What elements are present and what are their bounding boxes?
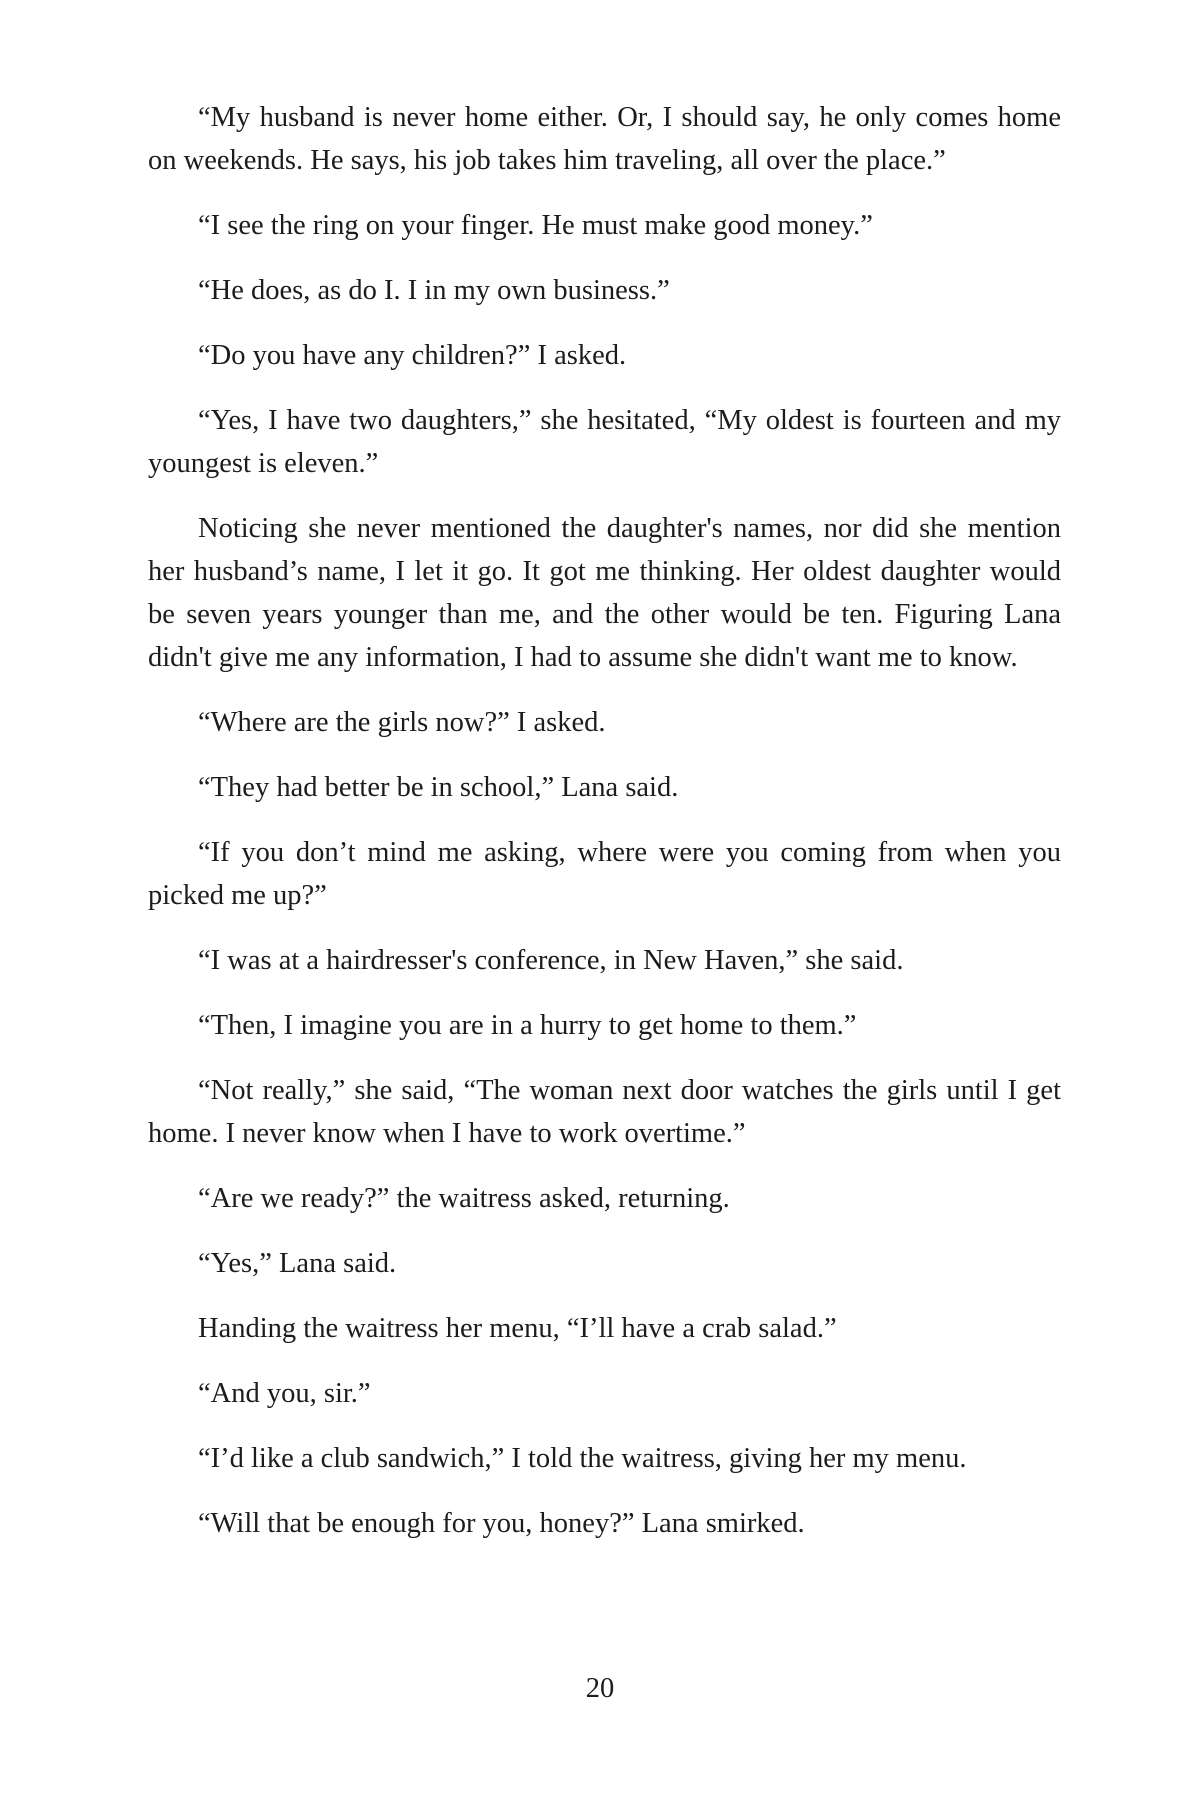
paragraph: “He does, as do I. I in my own business.”	[198, 275, 670, 306]
paragraph: “I see the ring on your finger. He must make good money.”	[198, 210, 873, 241]
paragraph: “My husband is never home either. Or, I should say, he only comes home on weekends. He says, his job takes him traveling, all over the place.”	[148, 102, 1061, 176]
paragraph: “I’d like a club sandwich,” I told the waitress, giving her my menu.	[198, 1443, 967, 1474]
paragraph: Noticing she never mentioned the daughter's names, nor did she mention her husband’s name, I let it go. It got me thinking. Her oldest daughter would be seven years younger than me, and the other would be ten. Figuring Lana didn't give me any information, I had to assume she didn't want me to know.	[148, 513, 1061, 673]
paragraph: “And you, sir.”	[198, 1378, 371, 1409]
paragraph: “Yes, I have two daughters,” she hesitated, “My oldest is fourteen and my youngest is eleven.”	[148, 405, 1061, 479]
paragraph: “If you don’t mind me asking, where were you coming from when you picked me up?”	[148, 837, 1061, 911]
paragraph: “Yes,” Lana said.	[198, 1248, 397, 1279]
body-text	[148, 96, 1061, 1545]
paragraph: “Where are the girls now?” I asked.	[198, 707, 606, 738]
paragraph: “Then, I imagine you are in a hurry to get home to them.”	[198, 1010, 857, 1041]
paragraph: “I was at a hairdresser's conference, in New Haven,” she said.	[198, 945, 904, 976]
paragraph: “Do you have any children?” I asked.	[198, 340, 627, 371]
paragraph: “Are we ready?” the waitress asked, returning.	[198, 1183, 730, 1214]
paragraph: Handing the waitress her menu, “I’ll have a crab salad.”	[198, 1313, 837, 1344]
paragraph: “Will that be enough for you, honey?” Lana smirked.	[198, 1508, 805, 1539]
paragraph: “They had better be in school,” Lana said.	[198, 772, 679, 803]
paragraph: “Not really,” she said, “The woman next door watches the girls until I get home. I never know when I have to work overtime.”	[148, 1075, 1061, 1149]
page-number: 20	[585, 1673, 615, 1704]
